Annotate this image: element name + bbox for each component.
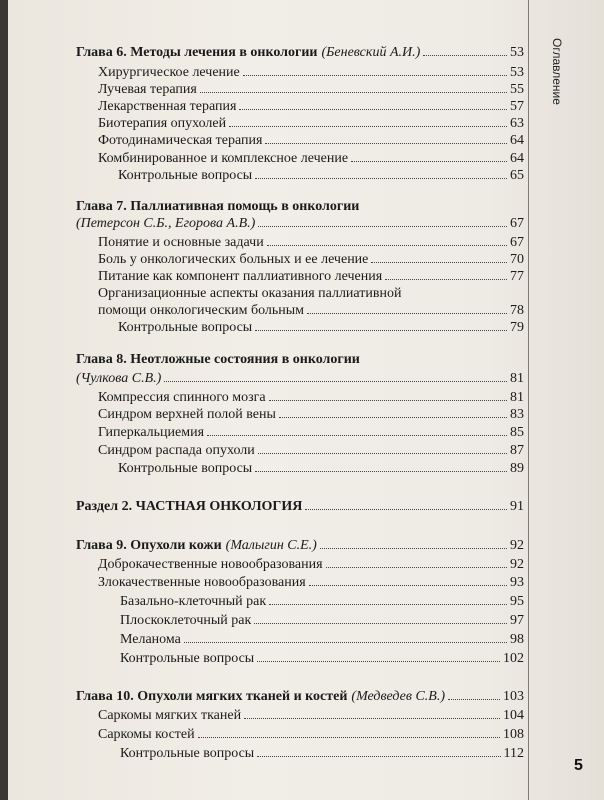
toc-entry — [98, 574, 524, 592]
leader-dots — [244, 718, 500, 719]
page-ref: 87 — [510, 443, 524, 458]
leader-dots — [265, 143, 507, 144]
toc-entry — [98, 726, 524, 744]
entry-label: Питание как компонент паллиативного лечения — [98, 269, 383, 284]
leader-dots — [184, 642, 507, 643]
leader-dots — [351, 161, 507, 162]
entry-label: Саркомы костей — [98, 727, 195, 742]
entry-label: Саркомы мягких тканей — [98, 708, 242, 723]
toc-chapter-7 — [76, 215, 524, 233]
leader-dots — [269, 400, 507, 401]
toc-entry — [98, 302, 524, 320]
entry-label: помощи онкологическим больным — [98, 303, 305, 318]
chapter-author: (Чулкова С.В.) — [76, 371, 162, 386]
page-ref: 93 — [510, 575, 524, 590]
toc-entry — [98, 268, 524, 286]
toc-entry — [98, 150, 524, 168]
page-edge-line — [528, 0, 529, 800]
entry-label: Злокачественные новообразования — [98, 575, 306, 590]
chapter-author: (Петерсон С.Б., Егорова А.В.) — [76, 216, 256, 231]
chapter-title: Глава 6. Методы лечения в онкологии — [76, 45, 318, 60]
toc-chapter-8 — [76, 370, 524, 388]
leader-dots — [255, 471, 507, 472]
leader-dots — [258, 453, 507, 454]
toc-entry — [120, 593, 524, 611]
page-ref: 85 — [510, 425, 524, 440]
toc-entry — [98, 251, 524, 269]
page-ref: 53 — [510, 45, 524, 60]
toc-entry — [98, 132, 524, 150]
page-ref: 67 — [510, 235, 524, 250]
entry-label: Фотодинамическая терапия — [98, 133, 263, 148]
page-ref: 112 — [503, 746, 524, 761]
entry-label: Контрольные вопросы — [120, 651, 255, 666]
entry-label: Меланома — [120, 632, 181, 647]
leader-dots — [371, 262, 507, 263]
toc-entry — [98, 98, 524, 116]
leader-dots — [257, 756, 500, 757]
leader-dots — [326, 567, 507, 568]
toc-entry — [118, 167, 524, 185]
entry-label: Биотерапия опухолей — [98, 116, 227, 131]
entry-label: Синдром верхней полой вены — [98, 407, 276, 422]
leader-dots — [239, 109, 507, 110]
entry-label: Контрольные вопросы — [118, 461, 253, 476]
leader-dots — [207, 435, 507, 436]
leader-dots — [164, 381, 507, 382]
leader-dots — [269, 604, 507, 605]
toc-section-2 — [76, 498, 524, 516]
page-ref: 103 — [503, 689, 524, 704]
page-ref: 83 — [510, 407, 524, 422]
page-ref: 98 — [510, 632, 524, 647]
entry-label: Доброкачественные новообразования — [98, 557, 323, 572]
entry-label: Лучевая терапия — [98, 82, 197, 97]
entry-label: Контрольные вопросы — [120, 746, 255, 761]
page-ref: 53 — [510, 65, 524, 80]
entry-label: Боль у онкологических больных и ее лечение — [98, 252, 369, 267]
table-of-contents — [8, 0, 528, 800]
toc-entry — [98, 442, 524, 460]
page-ref: 77 — [510, 269, 524, 284]
chapter-title: Глава 9. Опухоли кожи — [76, 538, 222, 553]
toc-entry — [98, 556, 524, 574]
entry-label: Лекарственная терапия — [98, 99, 237, 114]
toc-entry — [120, 631, 524, 649]
entry-label: Контрольные вопросы — [118, 320, 253, 335]
leader-dots — [305, 509, 507, 510]
entry-label: Гиперкальциемия — [98, 425, 205, 440]
page-ref: 81 — [510, 371, 524, 386]
page-ref: 102 — [503, 651, 524, 666]
toc-entry — [98, 81, 524, 99]
page-ref: 67 — [510, 216, 524, 231]
toc-entry — [120, 612, 524, 630]
page-ref: 79 — [510, 320, 524, 335]
leader-dots — [255, 178, 507, 179]
toc-entry — [98, 389, 524, 407]
leader-dots — [255, 330, 507, 331]
toc-entry — [98, 64, 524, 82]
chapter-7-title: Глава 7. Паллиативная помощь в онкологии — [76, 199, 360, 214]
toc-entry — [98, 707, 524, 725]
leader-dots — [254, 623, 507, 624]
book-page — [8, 0, 604, 800]
chapter-8-title: Глава 8. Неотложные состояния в онкологии — [76, 352, 360, 367]
leader-dots — [448, 699, 500, 700]
toc-entry — [98, 406, 524, 424]
leader-dots — [279, 417, 507, 418]
entry-label: Базально-клеточный рак — [120, 594, 267, 609]
page-number: 5 — [574, 757, 583, 774]
entry-label: Организационные аспекты оказания паллиативной — [98, 286, 402, 301]
entry-label: Плоскоклеточный рак — [120, 613, 252, 628]
toc-entry — [98, 234, 524, 252]
page-ref: 104 — [503, 708, 524, 723]
page-ref: 55 — [510, 82, 524, 97]
page-ref: 64 — [510, 133, 524, 148]
entry-label: Комбинированное и комплексное лечение — [98, 151, 349, 166]
chapter-author: (Малыгин С.Е.) — [225, 538, 317, 553]
leader-dots — [258, 226, 507, 227]
page-ref: 97 — [510, 613, 524, 628]
page-ref: 70 — [510, 252, 524, 267]
entry-label: Контрольные вопросы — [118, 168, 253, 183]
toc-chapter-9 — [76, 537, 524, 555]
page-ref: 92 — [510, 538, 524, 553]
leader-dots — [257, 661, 500, 662]
entry-label: Компрессия спинного мозга — [98, 390, 266, 405]
page-ref: 89 — [510, 461, 524, 476]
entry-label: Синдром распада опухоли — [98, 443, 255, 458]
chapter-author: (Медведев С.В.) — [351, 689, 446, 704]
toc-chapter-10 — [76, 688, 524, 706]
leader-dots — [198, 737, 500, 738]
page-ref: 63 — [510, 116, 524, 131]
page-ref: 57 — [510, 99, 524, 114]
page-ref: 91 — [510, 499, 524, 514]
page-ref: 78 — [510, 303, 524, 318]
leader-dots — [267, 245, 507, 246]
leader-dots — [243, 75, 507, 76]
toc-entry — [120, 650, 524, 668]
leader-dots — [229, 126, 507, 127]
entry-label: Понятие и основные задачи — [98, 235, 264, 250]
toc-entry — [98, 115, 524, 133]
toc-entry — [120, 745, 524, 763]
entry-label: Хирургическое лечение — [98, 65, 240, 80]
section-title: Раздел 2. ЧАСТНАЯ ОНКОЛОГИЯ — [76, 499, 303, 514]
page-ref: 95 — [510, 594, 524, 609]
leader-dots — [307, 313, 507, 314]
leader-dots — [423, 55, 507, 56]
leader-dots — [200, 92, 507, 93]
toc-entry — [118, 319, 524, 337]
chapter-author: (Беневский А.И.) — [321, 45, 421, 60]
leader-dots — [309, 585, 507, 586]
toc-chapter-6 — [76, 44, 524, 62]
leader-dots — [320, 548, 507, 549]
toc-entry — [118, 460, 524, 478]
page-ref: 108 — [503, 727, 524, 742]
chapter-title: Глава 10. Опухоли мягких тканей и костей — [76, 689, 348, 704]
leader-dots — [385, 279, 507, 280]
toc-entry — [98, 424, 524, 442]
page-ref: 81 — [510, 390, 524, 405]
page-ref: 92 — [510, 557, 524, 572]
page-ref: 64 — [510, 151, 524, 166]
running-head: Оглавление — [550, 38, 564, 105]
page-ref: 65 — [510, 168, 524, 183]
